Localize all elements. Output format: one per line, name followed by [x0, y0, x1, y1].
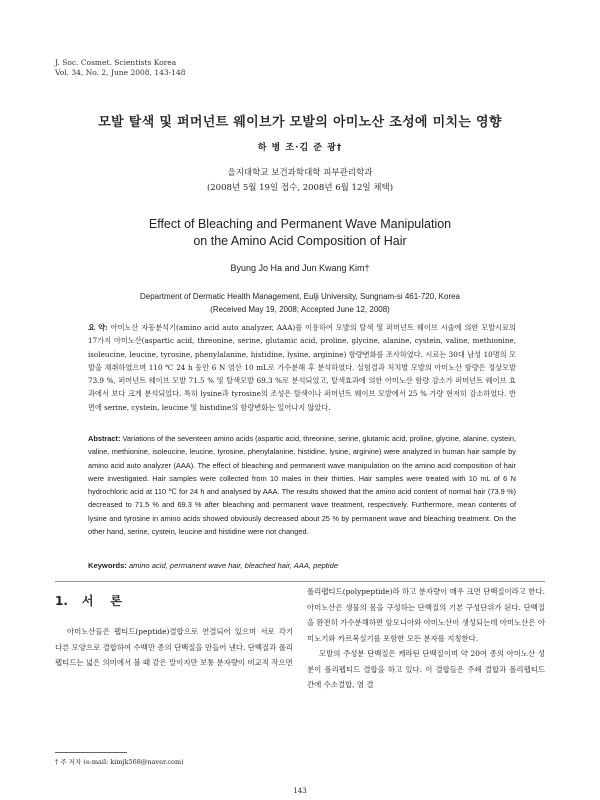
english-abstract-label: Abstract: [88, 434, 121, 443]
keywords-text: amino acid, permanent wave hair, bleached hair, AAA, peptide [128, 561, 339, 570]
korean-abstract-text: 아미노산 자동분석기(amino acid auto analyzer, AAA)를 이용하여 모발의 탈색 및 퍼머넌트 웨이브 시술에 의한 모발시료의 17가지 아미노산(aspartic acid, threonine, serine, glutamic acid, proline, glycine, alanine, cystein, valine, methionine, isoleucine, leucine, tyrosine, phenylalanine, histidine, lysine, arginine) 함량변화를 조사하였다. 시료는 30대 남성 10명의 모발을 채취하였으며 110 ℃ 24 h 동안 6 N 염산 10 mL로 가수분해 후 분석하였다. 실험결과 처치별 모발의 아미노산 함량은 정상모발 73.9 %, 퍼머넌트 웨이브 모발 71.5 % 및 탈색모발 69.3 %로 분석되었고, 탈색효과에 의한 아미노산 함량 감소가 퍼머넌트 웨이브 효과에서 보다 크게 분석되었다. 특히 lysine과 tyrosine의 조성은 탈색이나 퍼머넌트 웨이브 모발에서 25 % 가량 현저히 감소하였다. 반면에 serine, cystein, leucine 및 histidine의 함량변화는 일어나지 않았다. [88, 323, 516, 412]
section-heading [55, 592, 122, 609]
journal-issue: Vol. 34, No. 2, June 2008, 143-148 [55, 68, 186, 77]
footnote: † 주 저자 (e-mail: kimjk568@naver.com) [55, 758, 184, 766]
english-affiliation-block [0, 290, 600, 316]
body-paragraph: 아미노산들은 펩티드(peptide)결합으로 연결되어 있으며 서로 각기 다른 모양으로 결합하여 수백만 종의 단백질을 만들어 낸다. 단백질과 폴리펩티드는 넓은 의미에서 볼 때 같은 말이지만 보통 분자량이 비교적 작으면 [55, 627, 293, 667]
right-column [307, 584, 545, 693]
body-paragraph: 모발의 주성분 단백질은 케라틴 단백질이며 약 20여 종의 아미노산 성분이 폴리펩티드 결합을 하고 있다. 이 결합들은 주쇄 결합과 폴리펩티드 간에 수소결합, 염 결 [307, 649, 545, 689]
body-paragraph: 폴리펩티드(polypeptide)라 하고 분자량이 매우 크면 단백질이라고 한다. 아미노산은 생물의 몸을 구성하는 단백질의 기본 구성단위가 된다. 단백질을 완전히 가수분해하면 암모니아와 아미노산이 생성되는데 아미노산은 아미노기와 카르복실기를 포함한 모든 분자를 지칭한다. [307, 587, 545, 643]
english-abstract-text: Variations of the seventeen amino acids (aspartic acid, threonine, serine, glutamic acid, proline, glycine, alanine, cystein, valine, methionine, isoleucine, leucine, tyrosine, phenylalanine, histidine, lysine, arginine) were analyzed in human hair sample by amino acid auto analyzer (AAA). The effect of bleaching and permanent wave manipulation on the amino acid composition of hair were investigated. Hair samples were collected from 10 males in their thirties. Hair samples were treated with 10 mL of 6 N hydrochloric acid at 110 ℃ for 24 h and analysed by AAA. The results showed that the amino acid content of normal hair (73.9 %) decreased to 71.5 % and 69.3 % after bleaching and permanent wave treatment, respectively. Furthermore, mean contents of lysine and tyrosine in amino acids showed obviously decreased about 25 % by permanent wave and bleaching treatment. On the other hand, serine, cystein, leucine and histidine were not changed. [88, 434, 516, 537]
keywords-label: Keywords: [88, 561, 127, 570]
korean-affiliation: 을지대학교 보건과학대학 피부관리학과 [227, 168, 373, 178]
english-authors: Byung Jo Ha and Jun Kwang Kim† [230, 263, 370, 273]
footnote-divider [55, 752, 127, 753]
korean-authors: 하 병 조·김 준 광† [257, 143, 343, 153]
korean-affiliation-block [0, 166, 600, 196]
english-title [0, 216, 600, 250]
english-abstract [88, 432, 516, 538]
keywords [88, 561, 338, 570]
korean-abstract [88, 321, 516, 414]
section-number: 1. [55, 594, 68, 608]
english-dates: (Received May 19, 2008; Accepted June 12, 2008) [210, 305, 390, 314]
korean-title: 모발 탈색 및 퍼머넌트 웨이브가 모발의 아미노산 조성에 미치는 영향 [98, 115, 502, 130]
page-number: 143 [293, 787, 307, 795]
english-affiliation: Department of Dermatic Health Management, Eulji University, Sungnam-si 461-720, Korea [140, 292, 460, 301]
korean-abstract-label: 요 약: [88, 323, 108, 332]
left-column [55, 624, 293, 671]
journal-name: J. Soc. Cosmet. Scientists Korea [55, 58, 177, 67]
english-title-line1: Effect of Bleaching and Permanent Wave Manipulation [148, 217, 452, 231]
journal-header [55, 58, 186, 78]
korean-dates: (2008년 5월 19일 접수, 2008년 6월 12일 채택) [206, 183, 394, 193]
section-title: 서 론 [81, 594, 122, 608]
section-divider [55, 581, 545, 582]
english-title-line2: on the Amino Acid Composition of Hair [193, 234, 407, 248]
